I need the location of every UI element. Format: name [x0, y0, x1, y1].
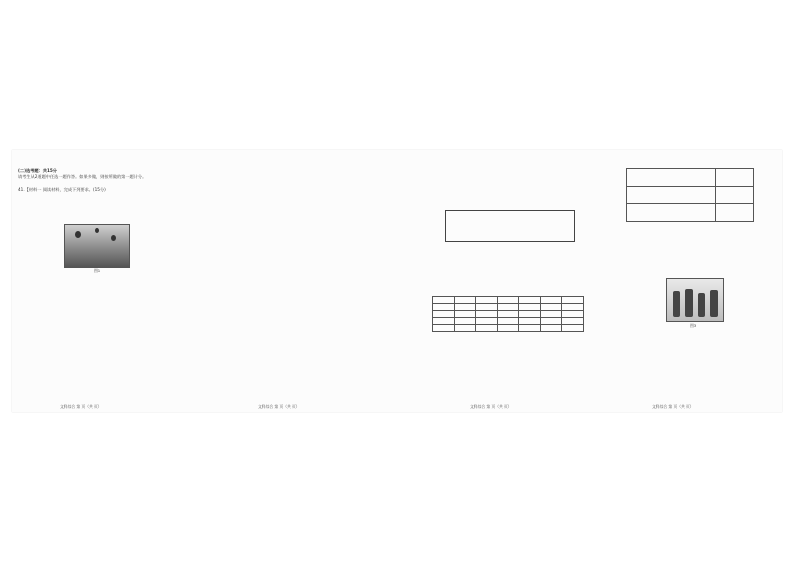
column-1: [18, 168, 196, 200]
figure-1-caption: 图1: [94, 268, 101, 273]
data-table: [432, 296, 584, 332]
hot-air-balloon-photo: [64, 224, 130, 268]
q41-title: 41.【材料一 阅读材料，完成下列要求。(15分): [18, 187, 106, 193]
page-footer-1: 文科综合 第 页（共 页）: [60, 404, 102, 409]
section-title: (二)选考题：共15分: [18, 168, 57, 173]
page-footer-3: 文科综合 第 页（共 页）: [470, 404, 512, 409]
flow-diagram: [445, 210, 575, 242]
page-footer-2: 文科综合 第 页（共 页）: [258, 404, 300, 409]
reference-table: [626, 168, 754, 222]
intro-text: 请考生从2道题中任选一题作答。如果多做，则按所做的第一题计分。: [18, 174, 147, 180]
historical-engraving-image: [666, 278, 724, 322]
figure-3-caption: 图3: [690, 323, 697, 328]
page-footer-4: 文科综合 第 页（共 页）: [652, 404, 694, 409]
text-line: [18, 194, 196, 200]
